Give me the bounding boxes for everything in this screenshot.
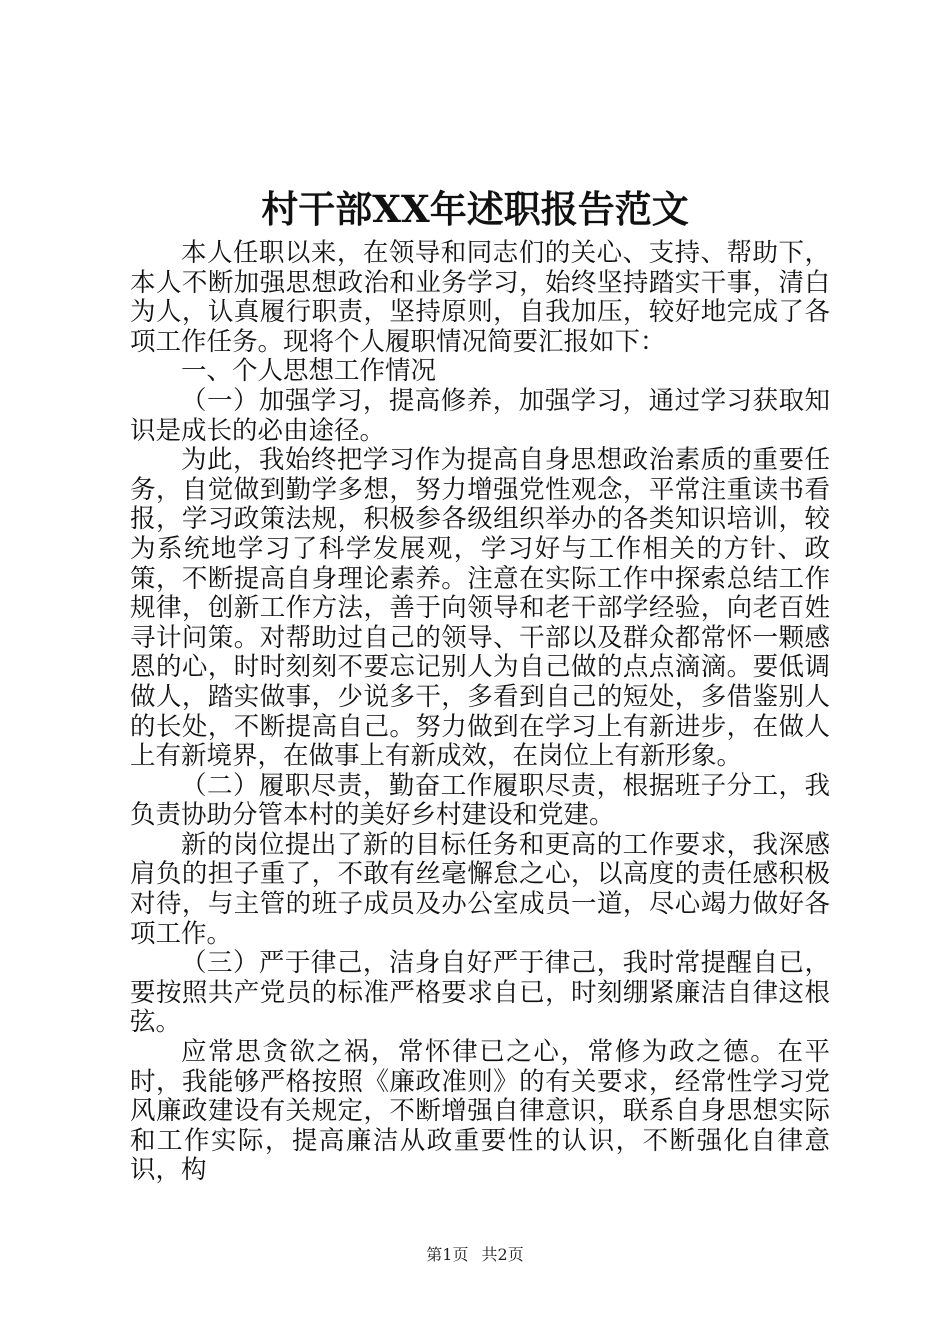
paragraph-duty: 新的岗位提出了新的目标任务和更高的工作要求，我深感肩负的担子重了，不敢有丝毫懈怠之心，以高度的责任感积极对待，与主管的班子成员及办公室成员一道，尽心竭力做好各项工作。 bbox=[130, 829, 830, 949]
page-footer bbox=[0, 1244, 950, 1266]
paragraph-study: 为此，我始终把学习作为提高自身思想政治素质的重要任务，自觉做到勤学多想，努力增强党性观念，平常注重读书看报，学习政策法规，积极参各级组织举办的各类知识培训，较为系统地学习了科学发展观，学习好与工作相关的方针、政策，不断提高自身理论素养。注意在实际工作中探索总结工作规律，创新工作方法，善于向领导和老干部学经验，向老百姓寻计问策。对帮助过自己的领导、干部以及群众都常怀一颗感恩的心，时时刻刻不要忘记别人为自己做的点点滴滴。要低调做人，踏实做事，少说多干，多看到自己的短处，多借鉴别人的长处，不断提高自己。努力做到在学习上有新进步，在做人上有新境界，在做事上有新成效，在岗位上有新形象。 bbox=[130, 445, 830, 772]
document-body bbox=[130, 239, 830, 1186]
page-number: 第1页 bbox=[426, 1245, 469, 1264]
subsection-heading-2: （二）履职尽责，勤奋工作履职尽责，根据班子分工，我负责协助分管本村的美好乡村建设和党建。 bbox=[130, 770, 830, 831]
paragraph-integrity: 应常思贪欲之祸，常怀律已之心，常修为政之德。在平时，我能够严格按照《廉政准则》的有关要求，经常性学习党风廉政建设有关规定，不断增强自律意识，联系自身思想实际和工作实际，提高廉洁从政重要性的认识，不断强化自律意识，构 bbox=[130, 1037, 830, 1186]
document-title: 村干部XX年述职报告范文 bbox=[261, 187, 689, 231]
page-total: 共2页 bbox=[481, 1245, 524, 1264]
section-heading-1: 一、个人思想工作情况 bbox=[181, 356, 437, 387]
subsection-heading-1: （一）加强学习，提高修养，加强学习，通过学习获取知识是成长的必由途径。 bbox=[130, 385, 830, 446]
subsection-heading-3: （三）严于律己，洁身自好严于律己，我时常提醒自已，要按照共产党员的标准严格要求自已，时刻绷紧廉洁自律这根弦。 bbox=[130, 948, 830, 1038]
paragraph-intro: 本人任职以来，在领导和同志们的关心、支持、帮助下，本人不断加强思想政治和业务学习，始终坚持踏实干事，清白为人，认真履行职责，坚持原则，自我加压，较好地完成了各项工作任务。现将个人履职情况简要汇报如下： bbox=[130, 238, 830, 357]
